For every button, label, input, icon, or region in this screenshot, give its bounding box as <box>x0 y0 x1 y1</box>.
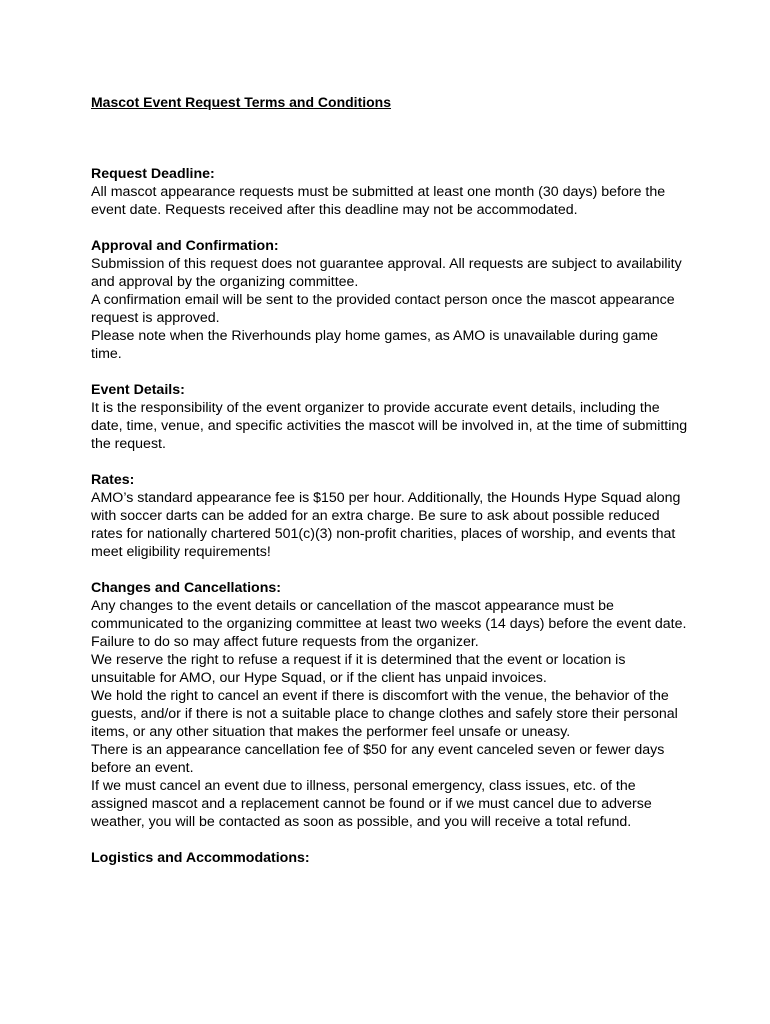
section-heading: Request Deadline: <box>91 166 215 182</box>
section-logistics-accommodations <box>91 849 691 867</box>
section-changes-cancellations <box>91 579 691 831</box>
section-event-details <box>91 381 691 453</box>
section-paragraph: AMO’s standard appearance fee is $150 per hour. Additionally, the Hounds Hype Squad along with soccer darts can be added for an extra charge. Be sure to ask about possible reduced rates for nationally chartered 501(c)(3) non-profit charities, places of worship, and events that meet eligibility requirements! <box>91 490 681 560</box>
sections-container <box>91 165 691 867</box>
section-paragraph: If we must cancel an event due to illness, personal emergency, class issues, etc. of the assigned mascot and a replacement cannot be found or if we must cancel due to adverse weather, you will be contacted as soon as possible, and you will receive a total refund. <box>91 778 652 830</box>
section-rates <box>91 471 691 561</box>
section-heading: Logistics and Accommodations: <box>91 850 310 866</box>
section-paragraph: It is the responsibility of the event organizer to provide accurate event details, including the date, time, venue, and specific activities the mascot will be involved in, at the time of submitting the request. <box>91 400 688 452</box>
section-paragraph: We hold the right to cancel an event if there is discomfort with the venue, the behavior of the guests, and/or if there is not a suitable place to change clothes and safely store their personal items, or any other situation that makes the performer feel unsafe or uneasy. <box>91 688 678 740</box>
section-request-deadline <box>91 165 691 219</box>
section-paragraph: Submission of this request does not guarantee approval. All requests are subject to availability and approval by the organizing committee. <box>91 256 682 290</box>
section-paragraph: We reserve the right to refuse a request if it is determined that the event or location is unsuitable for AMO, our Hype Squad, or if the client has unpaid invoices. <box>91 652 626 686</box>
section-paragraph: All mascot appearance requests must be submitted at least one month (30 days) before the event date. Requests received after this deadline may not be accommodated. <box>91 184 666 218</box>
section-heading: Changes and Cancellations: <box>91 580 281 596</box>
section-heading: Event Details: <box>91 382 185 398</box>
document-page <box>91 93 691 885</box>
section-paragraph: There is an appearance cancellation fee of $50 for any event canceled seven or fewer days before an event. <box>91 742 665 776</box>
section-heading: Approval and Confirmation: <box>91 238 279 254</box>
section-paragraph: Any changes to the event details or cancellation of the mascot appearance must be communicated to the organizing committee at least two weeks (14 days) before the event date. Failure to do so may affect future requests from the organizer. <box>91 598 687 650</box>
document-title: Mascot Event Request Terms and Conditions <box>91 94 392 110</box>
section-paragraph: A confirmation email will be sent to the provided contact person once the mascot appearance request is approved. <box>91 292 675 326</box>
section-heading: Rates: <box>91 472 135 488</box>
section-paragraph: Please note when the Riverhounds play home games, as AMO is unavailable during game time. <box>91 328 659 362</box>
section-approval-confirmation <box>91 237 691 363</box>
